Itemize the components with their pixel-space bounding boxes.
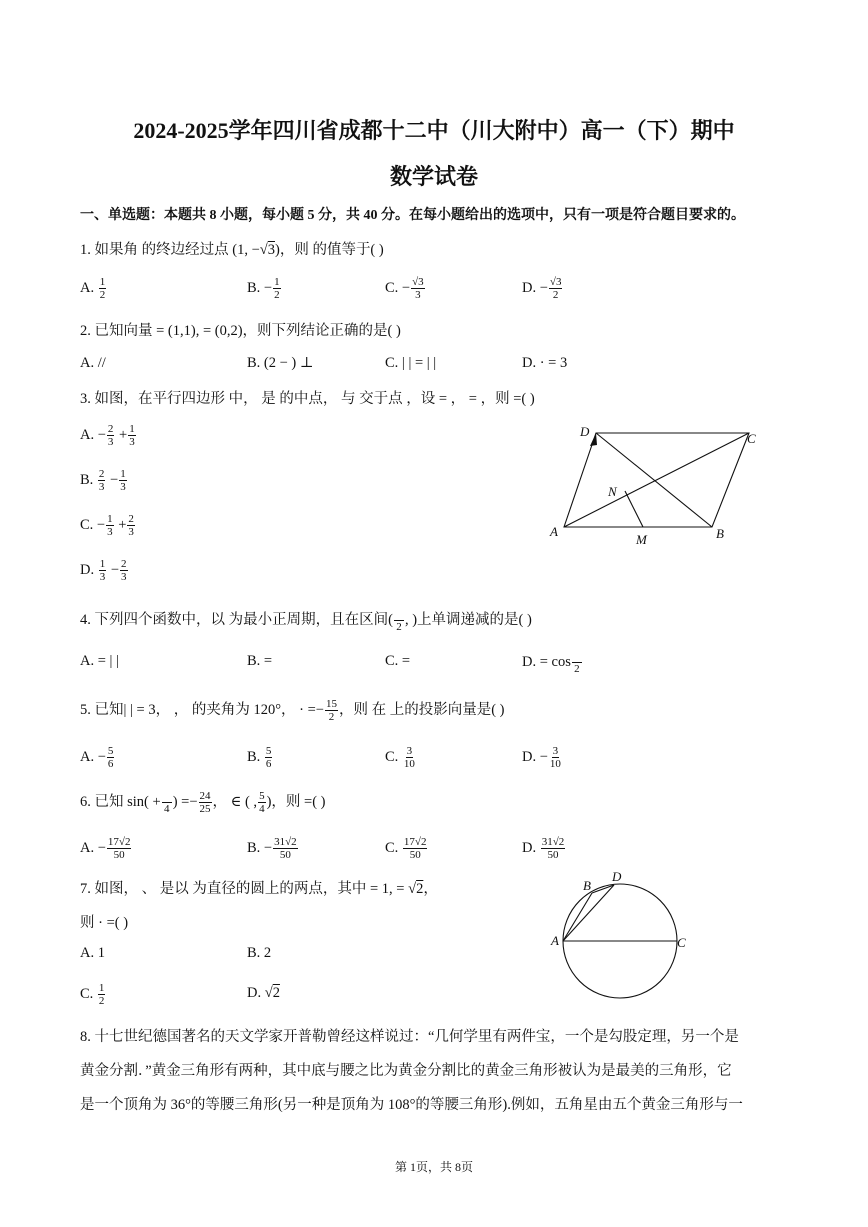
fraction <box>273 276 281 301</box>
option-label: B. <box>80 471 97 488</box>
denominator: 3 <box>107 526 113 538</box>
question-6-text-c: ， ∈ ( , <box>212 794 258 810</box>
denominator: 2 <box>328 711 335 724</box>
option-label: C. <box>385 748 402 765</box>
fraction <box>99 276 107 301</box>
question-1-option-c[interactable] <box>385 276 426 301</box>
option-label: A. − <box>80 748 106 765</box>
option-label: D. <box>522 839 540 856</box>
denominator: 50 <box>409 849 421 861</box>
option-label: D. − <box>522 279 548 296</box>
numerator <box>572 650 582 663</box>
fraction <box>120 558 128 583</box>
question-2-option-d[interactable]: D. · = 3 <box>522 355 568 371</box>
fraction <box>107 745 115 770</box>
question-5-stem <box>80 698 505 723</box>
numerator: 1 <box>99 558 106 570</box>
denominator: 25 <box>199 803 211 816</box>
question-1-option-a[interactable] <box>80 276 107 301</box>
numerator: 1 <box>129 423 135 435</box>
denominator: 3 <box>99 571 106 583</box>
option-label: B. − <box>247 839 273 856</box>
option-label: D. <box>247 985 265 1001</box>
numerator: 5 <box>259 790 265 803</box>
option-label: B. − <box>247 279 273 296</box>
question-7-sqrt-value: 2 <box>416 881 424 897</box>
question-8-line1: 8. 十七世纪德国著名的天文学家开普勒曾经这样说过：“几何学里有两件宝，一个是勾股定理，另一个是 <box>80 1029 739 1045</box>
numerator <box>162 790 172 803</box>
question-3-option-c[interactable] <box>80 513 136 538</box>
denominator: 50 <box>547 849 559 861</box>
question-5-text-b: ，则 在 上的投影向量是( ) <box>338 702 505 718</box>
fraction <box>119 468 127 493</box>
question-6-text-a: 6. 已知 sin( + <box>80 794 161 810</box>
denominator: 6 <box>107 758 114 770</box>
denominator: 2 <box>396 621 402 634</box>
question-4-text-a: 4. 下列四个函数中，以 为最小正周期，且在区间( <box>80 612 393 628</box>
page-footer: 第 1页，共 8页 <box>394 1160 473 1174</box>
question-2-option-a[interactable]: A. // <box>80 355 106 371</box>
question-7-option-c[interactable] <box>80 982 106 1007</box>
numerator: √3 <box>412 276 424 288</box>
numerator: 17√2 <box>403 836 427 848</box>
question-2-option-c[interactable]: C. | | = | | <box>385 355 437 371</box>
numerator: 15 <box>325 698 337 711</box>
fraction <box>411 276 425 301</box>
fraction <box>107 423 115 448</box>
fraction <box>394 608 404 633</box>
operator: + <box>114 516 127 533</box>
numerator: 31√2 <box>541 836 565 848</box>
question-4-stem <box>80 608 532 633</box>
denominator: 2 <box>574 663 580 675</box>
question-5-text-a: 5. 已知| | = 3， ， 的夹角为 120°， · =− <box>80 702 324 718</box>
question-3-option-a[interactable] <box>80 423 137 448</box>
label-a: A <box>550 524 558 539</box>
operator: − <box>107 561 120 578</box>
question-5-option-c[interactable] <box>385 745 417 770</box>
question-1-text-a: 1. 如果角 的终边经过点 (1, − <box>80 242 260 258</box>
question-7-option-b[interactable]: B. 2 <box>247 945 272 961</box>
label-c: C <box>677 935 686 950</box>
fraction <box>106 513 114 538</box>
numerator <box>394 608 404 621</box>
question-7-stem <box>80 877 438 898</box>
question-3-option-b[interactable] <box>80 468 128 493</box>
numerator: 2 <box>107 423 114 435</box>
numerator: 3 <box>552 745 559 757</box>
denominator: 2 <box>274 289 280 301</box>
fraction <box>107 836 132 861</box>
denominator: 3 <box>415 289 421 301</box>
question-7-option-d[interactable] <box>247 985 280 1002</box>
segment-nm <box>625 491 643 527</box>
fraction <box>258 790 266 815</box>
fraction <box>549 745 562 770</box>
question-4-option-d[interactable] <box>522 650 583 675</box>
fraction <box>265 745 273 770</box>
question-5-option-d[interactable] <box>522 745 563 770</box>
denominator: 3 <box>120 481 126 493</box>
sqrt-sign: √ <box>408 881 417 897</box>
question-7-option-a[interactable]: A. 1 <box>80 945 105 961</box>
question-4-option-b[interactable]: B. = <box>247 653 273 669</box>
option-label: D. = cos <box>522 653 571 670</box>
option-label: A. − <box>80 426 106 443</box>
question-3-stem: 3. 如图，在平行四边形 中， 是 的中点， 与 交于点 ，设 = ， = ，则 =( ) <box>80 391 535 407</box>
fraction <box>199 790 212 815</box>
operator: − <box>106 471 119 488</box>
sqrt-sign: √ <box>264 985 273 1001</box>
numerator: 2 <box>128 513 134 525</box>
question-4-text-b: , )上单调递减的是( ) <box>404 612 532 628</box>
question-6-option-b[interactable] <box>247 836 299 861</box>
label-n: N <box>608 484 617 499</box>
question-1-option-d[interactable] <box>522 276 563 301</box>
operator: + <box>115 426 128 443</box>
question-8-line2: 黄金分割．”黄金三角形有两种，其中底与腰之比为黄金分割比的黄金三角形被认为是最美的三角形，它 <box>80 1063 732 1079</box>
fraction <box>162 790 172 815</box>
denominator: 3 <box>107 436 114 448</box>
denominator: 3 <box>129 436 135 448</box>
numerator: 2 <box>121 558 127 570</box>
label-b: B <box>716 526 724 541</box>
numerator: 31√2 <box>274 836 297 848</box>
option-label: B. <box>247 748 264 765</box>
fraction <box>325 698 338 723</box>
question-6-text-e: )，则 =( ) <box>266 794 326 810</box>
option-label: C. <box>80 985 97 1002</box>
section-header: 一、单选题：本题共 8 小题，每小题 5 分，共 40 分。在每小题给出的选项中，只有一项是符合题目要求的。 <box>80 208 745 223</box>
denominator: 3 <box>98 481 105 493</box>
question-3-option-d[interactable] <box>80 558 129 583</box>
label-a: A <box>551 933 559 948</box>
numerator: 24 <box>199 790 211 803</box>
numerator: √3 <box>549 276 562 288</box>
denominator: 2 <box>99 289 106 301</box>
label-m: M <box>636 532 647 547</box>
question-1-stem <box>80 238 384 259</box>
option-label: D. − <box>522 748 548 765</box>
numerator: 3 <box>406 745 413 757</box>
denominator: 4 <box>259 803 265 816</box>
question-1-text-b: )，则 的值等于( ) <box>274 242 384 258</box>
fraction <box>98 982 106 1007</box>
fraction <box>273 836 298 861</box>
fraction <box>541 836 566 861</box>
numerator: 1 <box>274 276 280 288</box>
question-5-option-b[interactable] <box>247 745 273 770</box>
denominator: 2 <box>98 995 105 1007</box>
circle-figure <box>548 868 693 1018</box>
numerator: 1 <box>107 513 113 525</box>
numerator: 1 <box>99 276 106 288</box>
fraction <box>99 558 107 583</box>
question-6-option-a[interactable] <box>80 836 132 861</box>
fraction <box>98 468 106 493</box>
fraction <box>403 836 428 861</box>
denominator: 6 <box>265 758 272 770</box>
numerator: 5 <box>107 745 114 757</box>
question-5-option-a[interactable] <box>80 745 115 770</box>
segment-db <box>596 433 712 527</box>
option-label: C. − <box>80 516 106 533</box>
option-label: C. <box>385 839 402 856</box>
label-c: C <box>747 431 756 446</box>
fraction <box>549 276 563 301</box>
denominator: 50 <box>113 849 125 861</box>
question-8-line3: 是一个顶角为 36°的等腰三角形(另一种是顶角为 108°的等腰三角形).例如，五角星由五个黄金三角形与一 <box>80 1097 743 1113</box>
numerator: 17√2 <box>107 836 131 848</box>
sqrt-value: 2 <box>272 985 280 1001</box>
denominator: 50 <box>279 849 291 861</box>
fraction <box>572 650 582 675</box>
question-6-option-d[interactable] <box>522 836 566 861</box>
numerator: 1 <box>120 468 126 480</box>
numerator: 2 <box>98 468 105 480</box>
denominator: 10 <box>403 758 415 770</box>
option-label: A. − <box>80 839 106 856</box>
numerator: 5 <box>265 745 272 757</box>
option-label: D. <box>80 561 98 578</box>
exam-subtitle: 数学试卷 <box>389 164 478 189</box>
denominator: 10 <box>549 758 561 770</box>
fraction <box>403 745 416 770</box>
question-2-option-b[interactable]: B. (2 − ) ⊥ <box>247 355 314 371</box>
fraction <box>128 423 136 448</box>
question-6-option-c[interactable] <box>385 836 428 861</box>
question-4-option-c[interactable]: C. = <box>385 653 411 669</box>
chord-ab <box>563 893 592 941</box>
question-1-sqrt-value: 3 <box>267 242 275 258</box>
exam-title: 2024-2025学年四川省成都十二中（川大附中）高一（下）期中 <box>133 118 735 143</box>
sqrt-sign: √ <box>259 242 268 258</box>
question-6-stem <box>80 790 325 815</box>
question-4-option-a[interactable]: A. = | | <box>80 653 119 669</box>
denominator: 3 <box>121 571 127 583</box>
denominator: 4 <box>163 803 170 816</box>
fraction <box>127 513 135 538</box>
label-b: B <box>583 878 591 893</box>
question-7-text-b: ， <box>423 881 438 897</box>
question-7-text-a: 7. 如图， 、 是以 为直径的圆上的两点，其中 = 1, = <box>80 881 409 897</box>
denominator: 2 <box>552 289 559 301</box>
numerator: 1 <box>98 982 105 994</box>
arrow-head-icon <box>590 433 597 446</box>
question-1-option-b[interactable] <box>247 276 282 301</box>
parallelogram-figure <box>540 418 770 553</box>
label-d: D <box>580 424 590 439</box>
option-label: C. − <box>385 279 411 296</box>
question-6-text-b: ) =− <box>172 794 198 810</box>
denominator: 3 <box>128 526 134 538</box>
question-7-stem-line2: 则 · =( ) <box>80 915 129 931</box>
question-2-stem: 2. 已知向量 = (1,1), = (0,2)，则下列结论正确的是( ) <box>80 323 401 339</box>
label-d: D <box>612 869 622 884</box>
option-label: A. <box>80 279 98 296</box>
